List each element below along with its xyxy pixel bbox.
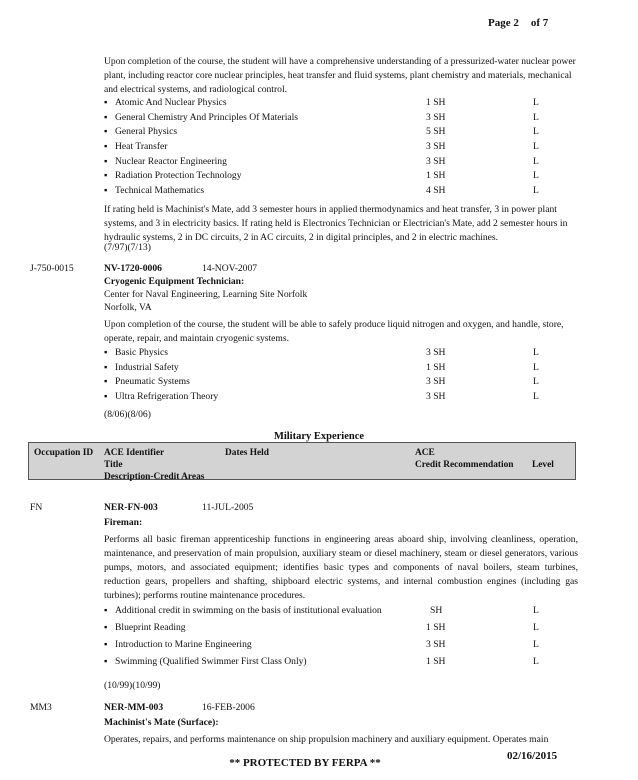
col-ace: ACE <box>415 448 435 458</box>
credit-name: Radiation Protection Technology <box>115 170 242 182</box>
bullet-icon: ▪ <box>104 155 108 167</box>
credit-hours: 1 SH <box>426 97 446 108</box>
credit-row <box>104 346 578 361</box>
credit-name: Technical Mathematics <box>115 185 205 197</box>
bullet-icon: ▪ <box>104 141 108 153</box>
exp1-description: Performs all basic fireman apprenticeship functions in engineering areas aboard ship, involving cleanliness, operation, maintenance, and preservation of main propulsion, auxiliary steam or diesel machinery, steam or diesel generators, various pumps, motors, and associated equipment; identifies basic types and components of naval boilers, steam turbines, reduction gears, propellers and shafting, shipboard electric systems, and internal combustion engines (including gas turbines); performs routine maintenance procedures. <box>104 534 578 601</box>
credit-hours: 3 SH <box>426 391 446 403</box>
credit-row <box>104 638 578 655</box>
course1-dates: (7/97)(7/13) <box>104 242 151 253</box>
course2-dates: (8/06)(8/06) <box>104 409 151 420</box>
page-label: Page 2 <box>488 17 519 29</box>
credit-name: Swimming (Qualified Swimmer First Class Only) <box>115 656 307 667</box>
credit-row <box>104 155 578 170</box>
exp2-description: Operates, repairs, and performs maintenance on ship propulsion machinery and auxiliary equipment. Operates main <box>104 734 549 745</box>
bullet-icon: ▪ <box>104 111 108 123</box>
credit-row <box>104 184 578 199</box>
credit-name: General Physics <box>115 126 178 138</box>
credit-name: Blueprint Reading <box>115 622 186 633</box>
col-description: Description-Credit Areas <box>104 472 205 482</box>
credit-row <box>104 390 578 405</box>
course1-description: Upon completion of the course, the student will have a comprehensive understanding of a pressurized-water nuclear power plant, including reactor core nuclear principles, heat transfer and fluid systems, plant chemistry and materials, mechanical and electrical systems, and radiological control. <box>104 56 576 95</box>
military-section-title: Military Experience <box>273 431 365 442</box>
credit-name: General Chemistry And Principles Of Materials <box>115 111 299 123</box>
course2-date: 14-NOV-2007 <box>202 263 258 274</box>
course2-description: Upon completion of the course, the student will be able to safely produce liquid nitrogen and oxygen, and handle, store, operate, repair, and maintain cryogenic systems. <box>104 319 564 344</box>
credit-level: L <box>533 605 539 616</box>
credit-row <box>104 140 578 155</box>
exp2-ace-id: NER-MM-003 <box>104 702 164 713</box>
bullet-icon: ▪ <box>104 347 108 358</box>
bullet-icon: ▪ <box>104 622 108 633</box>
bullet-icon: ▪ <box>104 185 108 197</box>
exp1-dates: (10/99)(10/99) <box>104 680 161 691</box>
credit-row <box>104 621 578 638</box>
page-number <box>488 16 548 32</box>
bullet-icon: ▪ <box>104 639 108 650</box>
credit-level: L <box>533 155 539 167</box>
credit-hours: 3 SH <box>426 155 446 167</box>
credit-level: L <box>533 391 539 403</box>
credit-row <box>104 96 578 111</box>
credit-hours: 5 SH <box>426 126 446 138</box>
course2-credit-list <box>104 346 578 405</box>
col-ace-identifier: ACE Identifier <box>104 448 165 458</box>
credit-level: L <box>533 141 539 153</box>
credit-hours: 3 SH <box>426 376 446 388</box>
credit-level: L <box>533 376 539 388</box>
credit-name: Industrial Safety <box>115 361 179 373</box>
credit-name: Nuclear Reactor Engineering <box>115 155 227 167</box>
credit-name: Ultra Refrigeration Theory <box>115 391 219 403</box>
bullet-icon: ▪ <box>104 391 108 403</box>
credit-row <box>104 604 578 621</box>
credit-hours: SH <box>430 605 443 616</box>
credit-level: L <box>533 656 539 667</box>
course1-note: If rating held is Machinist's Mate, add 3 semester hours in applied thermodynamics and heat transfer, 3 in power plant systems, and 3 in electricity basics. If rating held is Electronics Technician or Electrician's Mate, add 2 semester hours in hydraulic systems, 2 in DC circuits, 2 in AC circuits, 2 in digital principles, and 2 in electric machines. <box>104 204 568 243</box>
course2-city: Norfolk, VA <box>104 302 152 313</box>
course2-ace-id: NV-1720-0006 <box>104 263 162 274</box>
course1-credit-list <box>104 96 578 199</box>
course2-location: Center for Naval Engineering, Learning Site Norfolk <box>104 289 308 300</box>
credit-level: L <box>533 170 539 182</box>
bullet-icon: ▪ <box>104 376 108 388</box>
bullet-icon: ▪ <box>104 605 108 616</box>
credit-level: L <box>533 361 539 373</box>
credit-hours: 3 SH <box>426 141 446 153</box>
bullet-icon: ▪ <box>104 170 108 182</box>
bullet-icon: ▪ <box>104 656 108 667</box>
exp1-credit-list <box>104 604 578 672</box>
bullet-icon: ▪ <box>104 126 108 138</box>
credit-name: Atomic And Nuclear Physics <box>115 97 227 108</box>
credit-hours: 1 SH <box>426 622 446 633</box>
exp1-title: Fireman: <box>104 517 143 528</box>
credit-hours: 4 SH <box>426 185 446 197</box>
credit-name: Additional credit in swimming on the basis of institutional evaluation <box>115 605 382 616</box>
credit-row <box>104 655 578 672</box>
credit-hours: 1 SH <box>426 170 446 182</box>
credit-name: Pneumatic Systems <box>115 376 190 388</box>
credit-level: L <box>533 639 539 650</box>
course2-title: Cryogenic Equipment Technician: <box>104 276 245 287</box>
course2-occupation-id: J-750-0015 <box>30 263 74 274</box>
credit-hours: 1 SH <box>426 656 446 667</box>
military-table-header <box>28 442 576 480</box>
col-level: Level <box>532 460 554 470</box>
col-occupation-id: Occupation ID <box>34 448 94 458</box>
credit-name: Introduction to Marine Engineering <box>115 639 252 650</box>
credit-level: L <box>533 185 539 197</box>
col-dates-held: Dates Held <box>225 448 270 458</box>
credit-hours: 3 SH <box>426 347 446 358</box>
credit-level: L <box>533 111 539 123</box>
credit-name: Basic Physics <box>115 347 169 358</box>
credit-row <box>104 375 578 390</box>
exp1-date: 11-JUL-2005 <box>202 502 254 513</box>
exp2-occupation-id: MM3 <box>30 702 52 713</box>
credit-hours: 3 SH <box>426 111 446 123</box>
credit-row <box>104 169 578 184</box>
col-title: Title <box>104 460 123 470</box>
credit-level: L <box>533 97 539 108</box>
page-of-label: of 7 <box>530 17 549 29</box>
footer-date: 02/16/2015 <box>507 750 558 762</box>
ferpa-notice: ** PROTECTED BY FERPA ** <box>229 757 381 769</box>
credit-level: L <box>533 126 539 138</box>
exp1-occupation-id: FN <box>30 502 43 513</box>
credit-row <box>104 125 578 140</box>
credit-level: L <box>533 347 539 358</box>
exp2-date: 16-FEB-2006 <box>202 702 255 713</box>
col-credit-recommendation: Credit Recommendation <box>415 460 514 470</box>
exp2-title: Machinist's Mate (Surface): <box>104 717 219 728</box>
credit-name: Heat Transfer <box>115 141 168 153</box>
credit-row <box>104 361 578 376</box>
credit-level: L <box>533 622 539 633</box>
exp1-ace-id: NER-FN-003 <box>104 502 158 513</box>
credit-hours: 3 SH <box>426 639 446 650</box>
credit-hours: 1 SH <box>426 361 446 373</box>
bullet-icon: ▪ <box>104 361 108 373</box>
bullet-icon: ▪ <box>104 97 108 108</box>
credit-row <box>104 111 578 126</box>
